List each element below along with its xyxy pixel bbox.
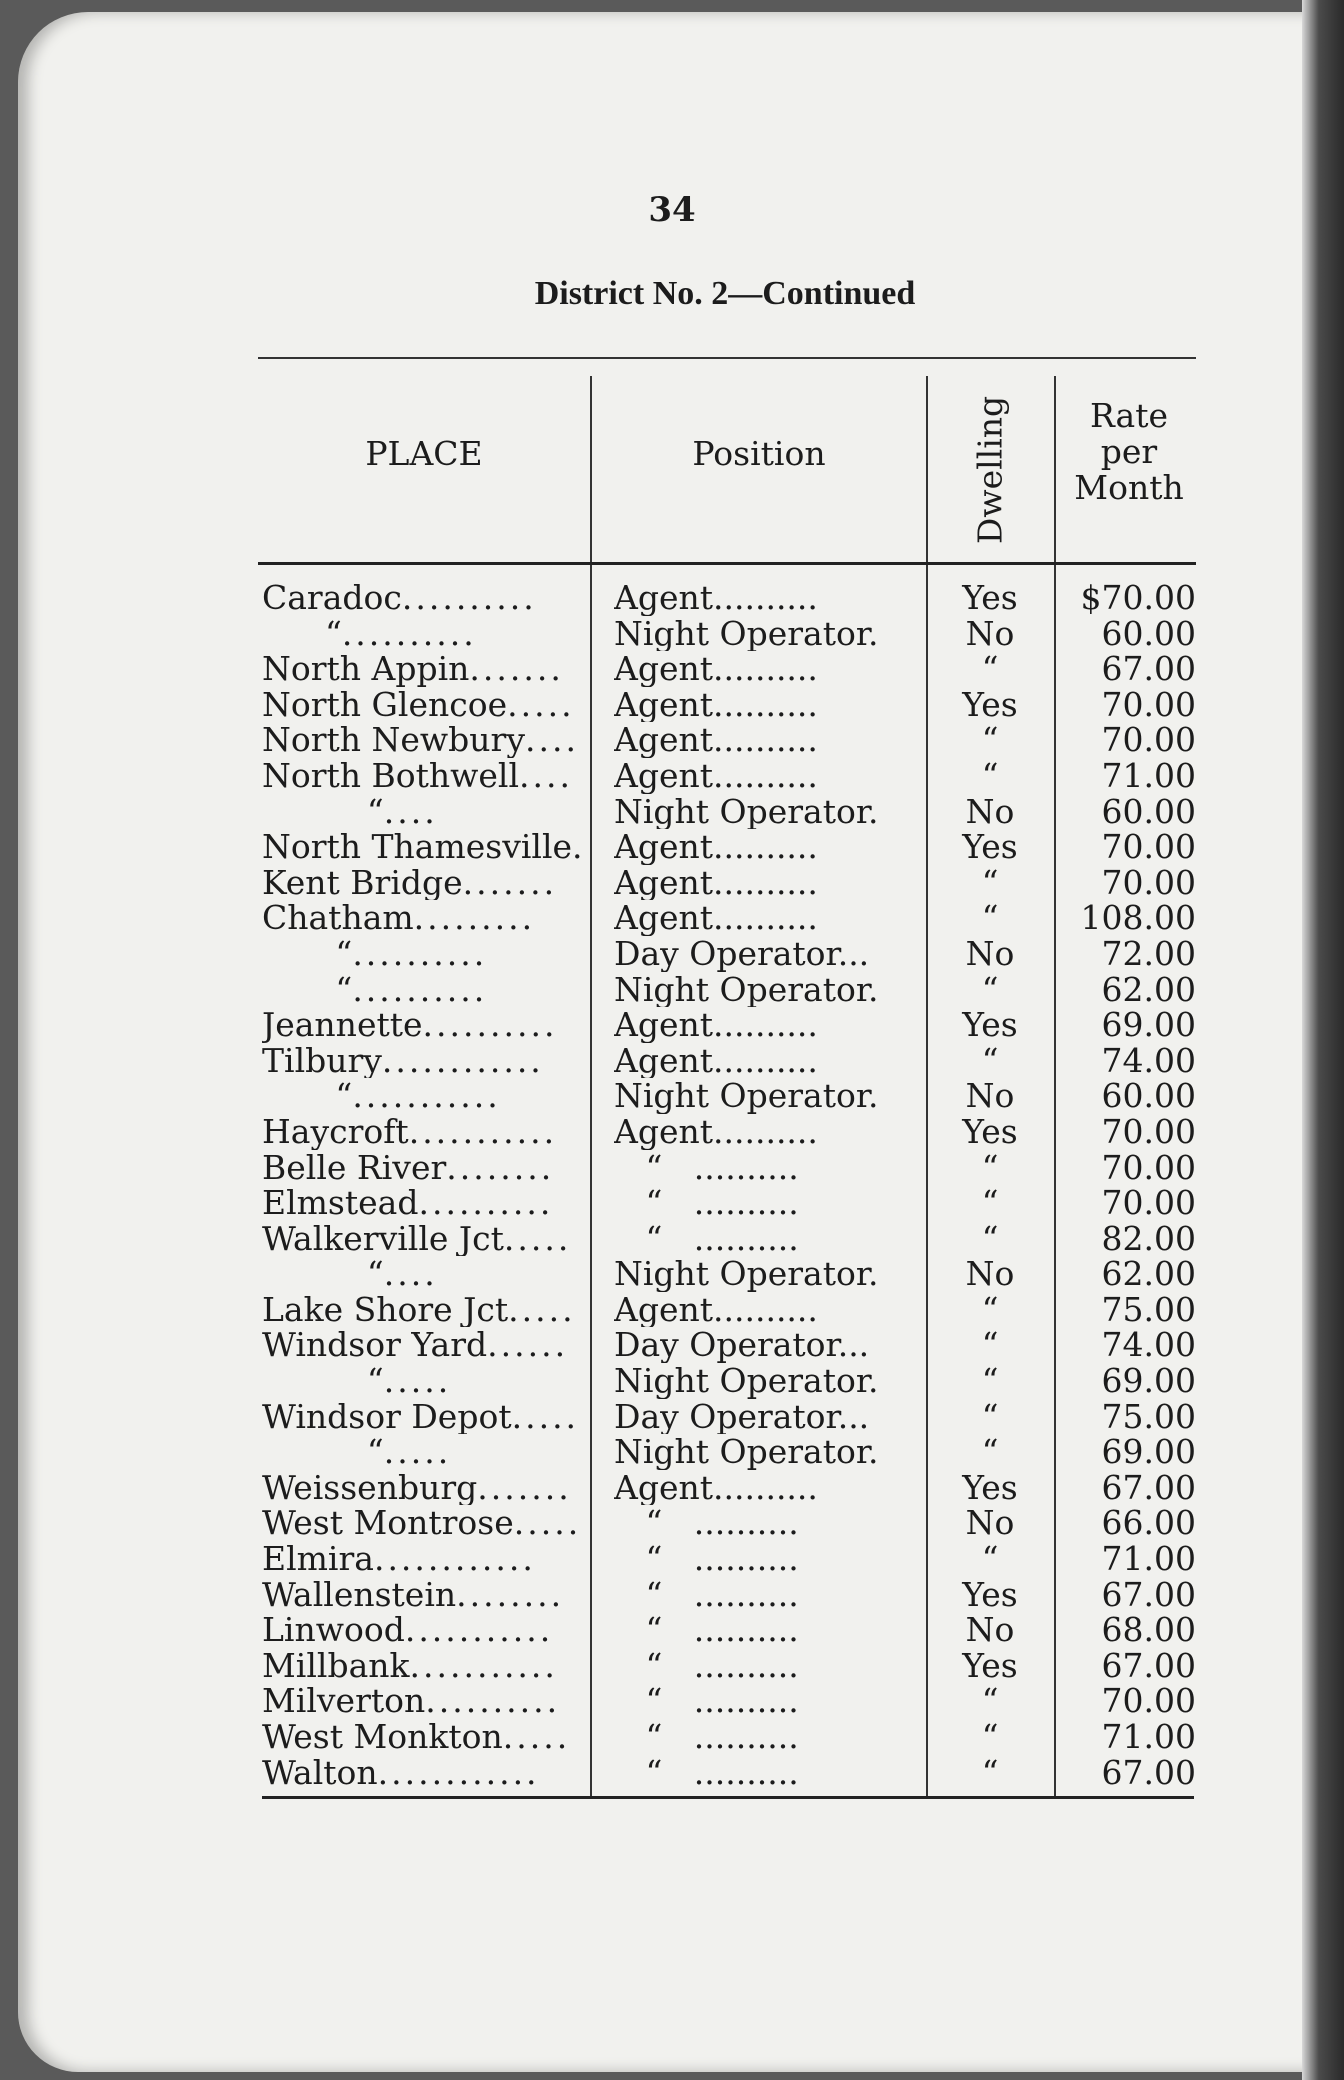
cell-place bbox=[262, 1434, 588, 1470]
table-top-rule bbox=[258, 357, 1196, 359]
cell-place bbox=[262, 687, 588, 723]
cell-place bbox=[262, 1399, 588, 1435]
place-leader-dots: ....... bbox=[477, 1469, 572, 1506]
cell-position: Agent.......... bbox=[614, 1469, 818, 1506]
cell-dwelling: “ bbox=[981, 1434, 999, 1470]
cell-dwelling: “ bbox=[981, 1291, 999, 1328]
cell-position: “ .......... bbox=[614, 1683, 799, 1719]
place-name: “ bbox=[262, 615, 342, 652]
cell-position: Night Operator. bbox=[614, 615, 879, 652]
cell-place bbox=[262, 1363, 588, 1399]
table-row bbox=[0, 1292, 1344, 1328]
cell-dwelling: Yes bbox=[962, 1576, 1018, 1613]
table-row bbox=[0, 1221, 1344, 1257]
cell-dwelling: “ bbox=[981, 1363, 999, 1399]
cell-dwelling: “ bbox=[981, 1185, 999, 1221]
place-leader-dots: .... bbox=[383, 1256, 438, 1292]
place-leader-dots: ........... bbox=[408, 1113, 558, 1150]
place-leader-dots: ........ bbox=[446, 1149, 555, 1186]
cell-rate: 69.00 bbox=[1101, 1007, 1196, 1043]
cell-place bbox=[262, 1577, 588, 1613]
cell-dwelling: No bbox=[965, 1078, 1015, 1114]
cell-place bbox=[262, 1292, 588, 1328]
cell-position: “ .......... bbox=[614, 1149, 799, 1186]
place-name: “ bbox=[262, 935, 353, 972]
cell-rate: 75.00 bbox=[1101, 1291, 1196, 1328]
cell-place bbox=[262, 829, 588, 865]
cell-rate: 62.00 bbox=[1101, 1256, 1196, 1292]
table-row bbox=[0, 1007, 1344, 1043]
table-row bbox=[0, 829, 1344, 865]
cell-place bbox=[262, 1007, 588, 1043]
cell-place bbox=[262, 1648, 588, 1684]
place-name: Haycroft bbox=[262, 1113, 409, 1150]
cell-place bbox=[262, 1327, 588, 1363]
cell-position: Agent.......... bbox=[614, 722, 818, 758]
place-name: North Bothwell bbox=[262, 757, 520, 794]
cell-place bbox=[262, 972, 588, 1008]
cell-dwelling: “ bbox=[981, 1327, 999, 1364]
place-name: Milverton bbox=[262, 1683, 426, 1719]
cell-rate: 67.00 bbox=[1101, 1647, 1196, 1684]
cell-rate: 70.00 bbox=[1101, 1185, 1196, 1221]
cell-place bbox=[262, 1043, 588, 1079]
cell-dwelling: Yes bbox=[962, 1113, 1018, 1150]
cell-position: “ .......... bbox=[614, 1754, 799, 1791]
table-row bbox=[0, 1719, 1344, 1755]
cell-rate: 67.00 bbox=[1101, 1576, 1196, 1613]
cell-dwelling: “ bbox=[981, 1042, 999, 1079]
cell-position: Day Operator... bbox=[614, 1327, 870, 1364]
cell-rate: 108.00 bbox=[1080, 900, 1196, 936]
cell-position: Agent.......... bbox=[614, 686, 818, 723]
cell-place bbox=[262, 900, 588, 936]
cell-place bbox=[262, 1470, 588, 1506]
header-rate bbox=[1054, 398, 1204, 506]
cell-position: “ .......... bbox=[614, 1505, 799, 1542]
cell-dwelling: “ bbox=[981, 1149, 999, 1186]
place-leader-dots: .... bbox=[383, 793, 438, 830]
cell-dwelling: “ bbox=[981, 757, 999, 794]
cell-place bbox=[262, 722, 588, 758]
cell-position: Agent.......... bbox=[614, 864, 818, 901]
place-name: Weissenburg bbox=[262, 1469, 478, 1506]
cell-rate: 69.00 bbox=[1101, 1363, 1196, 1399]
place-name: Windsor Yard bbox=[262, 1327, 488, 1364]
place-leader-dots: ......... bbox=[413, 900, 536, 936]
cell-rate: 70.00 bbox=[1101, 1113, 1196, 1150]
cell-rate: 67.00 bbox=[1101, 651, 1196, 687]
table-row bbox=[0, 1612, 1344, 1648]
cell-rate: 70.00 bbox=[1101, 864, 1196, 901]
cell-rate: $70.00 bbox=[1080, 580, 1196, 616]
cell-position: Agent.......... bbox=[614, 1113, 818, 1150]
place-name: Linwood bbox=[262, 1612, 405, 1648]
place-leader-dots: ........ bbox=[456, 1576, 565, 1613]
place-name: Tilbury bbox=[262, 1042, 382, 1079]
cell-dwelling: No bbox=[965, 935, 1015, 972]
place-name: “ bbox=[262, 1256, 384, 1292]
place-name: Belle River bbox=[262, 1149, 447, 1186]
table-body bbox=[0, 580, 1344, 1790]
cell-rate: 69.00 bbox=[1101, 1434, 1196, 1470]
cell-place bbox=[262, 865, 588, 901]
cell-rate: 71.00 bbox=[1101, 757, 1196, 794]
table-row bbox=[0, 865, 1344, 901]
place-name: Jeannette bbox=[262, 1007, 423, 1043]
table-row bbox=[0, 1648, 1344, 1684]
cell-rate: 71.00 bbox=[1101, 1719, 1196, 1755]
cell-rate: 70.00 bbox=[1101, 722, 1196, 758]
cell-dwelling: “ bbox=[981, 971, 999, 1008]
table-row bbox=[0, 1185, 1344, 1221]
cell-dwelling: “ bbox=[981, 1719, 999, 1755]
cell-dwelling: No bbox=[965, 1505, 1015, 1542]
cell-place bbox=[262, 1541, 588, 1577]
place-name: “ bbox=[262, 1434, 384, 1470]
place-name: Chatham bbox=[262, 900, 414, 936]
cell-dwelling: No bbox=[965, 615, 1015, 652]
cell-position: Agent.......... bbox=[614, 1007, 818, 1043]
place-name: Lake Shore Jct bbox=[262, 1291, 509, 1328]
cell-rate: 82.00 bbox=[1101, 1220, 1196, 1257]
cell-rate: 70.00 bbox=[1101, 1683, 1196, 1719]
table-row bbox=[0, 651, 1344, 687]
table-row bbox=[0, 1470, 1344, 1506]
cell-place bbox=[262, 1755, 588, 1791]
table-row bbox=[0, 1327, 1344, 1363]
cell-place bbox=[262, 616, 588, 652]
cell-position: Day Operator... bbox=[614, 935, 870, 972]
cell-place bbox=[262, 1185, 588, 1221]
place-name: North Appin bbox=[262, 651, 470, 687]
cell-place bbox=[262, 1221, 588, 1257]
place-name: North Glencoe bbox=[262, 686, 508, 723]
cell-position: “ .......... bbox=[614, 1541, 799, 1577]
table-row bbox=[0, 1078, 1344, 1114]
place-leader-dots: ..... bbox=[511, 1398, 580, 1435]
cell-place bbox=[262, 1078, 588, 1114]
place-leader-dots: ........... bbox=[404, 1612, 554, 1648]
cell-rate: 70.00 bbox=[1101, 1149, 1196, 1186]
place-leader-dots: ....... bbox=[462, 864, 558, 901]
table-row bbox=[0, 1399, 1344, 1435]
cell-position: Night Operator. bbox=[614, 793, 879, 830]
cell-position: Night Operator. bbox=[614, 971, 879, 1008]
header-rate-line2: per bbox=[1100, 432, 1158, 471]
cell-position: “ .......... bbox=[614, 1220, 799, 1257]
table-row bbox=[0, 687, 1344, 723]
cell-rate: 66.00 bbox=[1101, 1505, 1196, 1542]
table-row bbox=[0, 794, 1344, 830]
cell-dwelling: No bbox=[965, 793, 1015, 830]
cell-place bbox=[262, 651, 588, 687]
place-leader-dots: ........... bbox=[409, 1647, 558, 1684]
cell-rate: 60.00 bbox=[1101, 615, 1196, 652]
header-dwelling bbox=[926, 380, 1054, 560]
place-name: Elmira bbox=[262, 1541, 374, 1577]
cell-dwelling: “ bbox=[981, 1754, 999, 1791]
place-leader-dots: .......... bbox=[352, 971, 488, 1008]
cell-position: “ .......... bbox=[614, 1612, 799, 1648]
page-number: 34 bbox=[648, 190, 696, 230]
cell-place bbox=[262, 1505, 588, 1541]
cell-rate: 74.00 bbox=[1101, 1327, 1196, 1364]
cell-dwelling: No bbox=[965, 1612, 1015, 1648]
place-leader-dots: ..... bbox=[513, 1505, 582, 1542]
cell-dwelling: “ bbox=[981, 864, 999, 901]
place-leader-dots: .......... bbox=[401, 580, 537, 616]
cell-place bbox=[262, 580, 588, 616]
place-leader-dots: .......... bbox=[425, 1683, 561, 1719]
header-position: Position bbox=[692, 434, 826, 473]
table-row bbox=[0, 758, 1344, 794]
cell-dwelling: Yes bbox=[962, 1469, 1018, 1506]
place-name: “ bbox=[262, 1078, 353, 1114]
table-row bbox=[0, 1505, 1344, 1541]
place-leader-dots: ..... bbox=[508, 1291, 576, 1328]
place-name: West Monkton bbox=[262, 1719, 503, 1755]
cell-rate: 62.00 bbox=[1101, 971, 1196, 1008]
place-name: “ bbox=[262, 793, 384, 830]
cell-dwelling: “ bbox=[981, 900, 999, 936]
cell-dwelling: “ bbox=[981, 722, 999, 758]
place-name: “ bbox=[262, 1363, 384, 1399]
cell-position: Night Operator. bbox=[614, 1078, 879, 1114]
place-name: North Newbury bbox=[262, 722, 525, 758]
cell-place bbox=[262, 1683, 588, 1719]
cell-dwelling: Yes bbox=[962, 1007, 1018, 1043]
header-rate-line3: Month bbox=[1074, 468, 1184, 507]
table-row bbox=[0, 936, 1344, 972]
header-rate-line1: Rate bbox=[1089, 396, 1169, 435]
table-row bbox=[0, 1114, 1344, 1150]
place-leader-dots: ..... bbox=[383, 1363, 452, 1399]
place-name: Walkerville Jct bbox=[262, 1220, 504, 1257]
cell-dwelling: Yes bbox=[962, 686, 1018, 723]
place-leader-dots: .... bbox=[519, 757, 574, 794]
table-row bbox=[0, 580, 1344, 616]
place-leader-dots: ..... bbox=[503, 1220, 572, 1257]
cell-position: Agent.......... bbox=[614, 1042, 818, 1079]
place-name: Caradoc bbox=[262, 580, 402, 616]
place-leader-dots: .......... bbox=[341, 615, 477, 652]
cell-position: Night Operator. bbox=[614, 1256, 879, 1292]
cell-rate: 67.00 bbox=[1101, 1754, 1196, 1791]
cell-rate: 68.00 bbox=[1101, 1612, 1196, 1648]
cell-position: Night Operator. bbox=[614, 1363, 879, 1399]
table-row bbox=[0, 1755, 1344, 1791]
table-row bbox=[0, 1150, 1344, 1186]
table-row bbox=[0, 1434, 1344, 1470]
cell-position: Agent.......... bbox=[614, 580, 818, 616]
table-row bbox=[0, 1363, 1344, 1399]
place-leader-dots: ...... bbox=[487, 1327, 569, 1364]
table-row bbox=[0, 900, 1344, 936]
cell-rate: 72.00 bbox=[1101, 935, 1196, 972]
cell-place bbox=[262, 1114, 588, 1150]
place-leader-dots: ........... bbox=[352, 1078, 501, 1114]
cell-position: “ .......... bbox=[614, 1647, 799, 1684]
cell-position: “ .......... bbox=[614, 1576, 799, 1613]
place-leader-dots: ..... bbox=[507, 686, 575, 723]
place-leader-dots: ............ bbox=[377, 1754, 540, 1791]
place-name: Wallenstein bbox=[262, 1576, 457, 1613]
place-name: Millbank bbox=[262, 1647, 410, 1684]
place-leader-dots: ............ bbox=[373, 1541, 536, 1577]
cell-dwelling: Yes bbox=[962, 1647, 1018, 1684]
cell-position: “ .......... bbox=[614, 1185, 799, 1221]
place-leader-dots: ..... bbox=[383, 1434, 452, 1470]
place-name: West Montrose bbox=[262, 1505, 514, 1542]
place-name: Windsor Depot bbox=[262, 1398, 512, 1435]
cell-dwelling: Yes bbox=[962, 829, 1018, 865]
place-name: “ bbox=[262, 971, 353, 1008]
place-leader-dots: ............ bbox=[381, 1042, 544, 1079]
cell-position: “ .......... bbox=[614, 1719, 799, 1755]
cell-place bbox=[262, 1719, 588, 1755]
cell-position: Agent.......... bbox=[614, 1291, 818, 1328]
place-name: Elmstead bbox=[262, 1185, 419, 1221]
cell-dwelling: “ bbox=[981, 651, 999, 687]
cell-position: Agent.......... bbox=[614, 651, 818, 687]
place-name: Kent Bridge bbox=[262, 864, 463, 901]
cell-dwelling: “ bbox=[981, 1541, 999, 1577]
header-dwelling-label: Dwelling bbox=[970, 395, 1010, 545]
cell-dwelling: “ bbox=[981, 1220, 999, 1257]
cell-dwelling: No bbox=[965, 1256, 1015, 1292]
table-row bbox=[0, 1043, 1344, 1079]
table-row bbox=[0, 1256, 1344, 1292]
cell-place bbox=[262, 794, 588, 830]
table-bottom-rule bbox=[262, 1796, 1194, 1799]
table-row bbox=[0, 722, 1344, 758]
cell-rate: 74.00 bbox=[1101, 1042, 1196, 1079]
cell-rate: 75.00 bbox=[1101, 1398, 1196, 1435]
header-place: PLACE bbox=[365, 434, 483, 473]
cell-place bbox=[262, 1256, 588, 1292]
cell-rate: 71.00 bbox=[1101, 1541, 1196, 1577]
section-heading: District No. 2—Continued bbox=[534, 275, 916, 312]
cell-place bbox=[262, 1150, 588, 1186]
cell-dwelling: “ bbox=[981, 1683, 999, 1719]
table-header-rule bbox=[258, 562, 1196, 565]
place-leader-dots: .......... bbox=[422, 1007, 558, 1043]
place-name: North Thamesville. bbox=[262, 829, 583, 865]
cell-position: Agent.......... bbox=[614, 757, 818, 794]
cell-position: Agent.......... bbox=[614, 900, 818, 936]
cell-place bbox=[262, 758, 588, 794]
cell-rate: 70.00 bbox=[1101, 829, 1196, 865]
cell-dwelling: Yes bbox=[962, 580, 1018, 616]
place-leader-dots: ..... bbox=[502, 1719, 571, 1755]
table-row bbox=[0, 1541, 1344, 1577]
place-leader-dots: ....... bbox=[469, 651, 564, 687]
cell-rate: 70.00 bbox=[1101, 686, 1196, 723]
place-leader-dots: .......... bbox=[418, 1185, 554, 1221]
cell-position: Day Operator... bbox=[614, 1398, 870, 1435]
table-row bbox=[0, 972, 1344, 1008]
cell-place bbox=[262, 1612, 588, 1648]
cell-position: Night Operator. bbox=[614, 1434, 879, 1470]
cell-rate: 60.00 bbox=[1101, 1078, 1196, 1114]
cell-place bbox=[262, 936, 588, 972]
place-leader-dots: .... bbox=[524, 722, 579, 758]
table-row bbox=[0, 616, 1344, 652]
cell-rate: 60.00 bbox=[1101, 793, 1196, 830]
place-name: Walton bbox=[262, 1754, 378, 1791]
table-row bbox=[0, 1577, 1344, 1613]
cell-rate: 67.00 bbox=[1101, 1469, 1196, 1506]
cell-position: Agent.......... bbox=[614, 829, 818, 865]
cell-dwelling: “ bbox=[981, 1398, 999, 1435]
table-row bbox=[0, 1683, 1344, 1719]
place-leader-dots: .......... bbox=[352, 935, 488, 972]
